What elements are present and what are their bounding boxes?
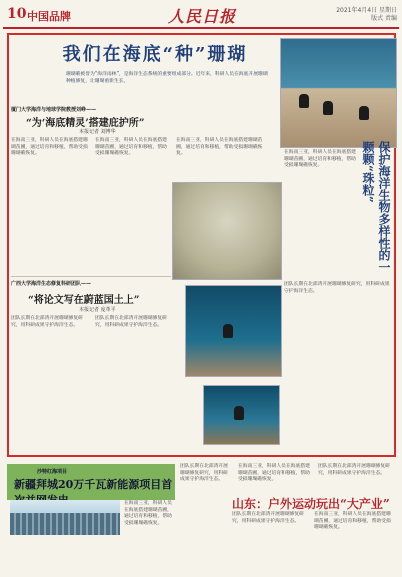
article-byline: 本报记者 庞革平	[79, 307, 116, 313]
bottom-small-headline: 沙特红海项目	[37, 469, 68, 475]
diver-icon	[234, 406, 244, 420]
article-column: 团队长期在北部湾开展珊瑚修复研究，用科研成果守护海洋生态。	[11, 316, 83, 328]
bottom-article-column: 在海南三亚，科研人员在海底搭建珊瑚苗圃，通过培育和移植，帮助受损珊瑚礁恢复。	[238, 464, 310, 482]
article-column: 在海南三亚，科研人员在海底搭建珊瑚苗圃，通过培育和移植，帮助受损珊瑚礁恢复。	[11, 138, 88, 156]
diver-icon	[223, 324, 233, 338]
bottom-article-column: 团队长期在北部湾开展珊瑚修复研究，用科研成果守护海洋生态。	[318, 464, 390, 476]
diver-icon	[299, 94, 309, 108]
underwater-photo-small	[203, 385, 280, 445]
bottom-big-headline: 新疆拜城20万千瓦新能源项目首	[14, 478, 173, 491]
article-kicker: 广西大学海洋生态修复科研团队——	[11, 281, 92, 287]
article-headline: “将论文写在蔚蓝国土上”	[28, 295, 140, 306]
bottom-article-column: 团队长期在北部湾开展珊瑚修复研究，用科研成果守护海洋生态。	[232, 512, 304, 524]
side-title: 保护海洋生物多样性的一颗颗“珠粒”	[361, 141, 391, 273]
article-column: 团队长期在北部湾开展珊瑚修复研究，用科研成果守护海洋生态。	[95, 316, 167, 328]
right-bottom-headline: 山东：户外运动玩出“大产业”	[232, 497, 390, 511]
masthead: 人民日报	[168, 7, 237, 26]
article-column: 在海南三亚，科研人员在海底搭建珊瑚苗圃，通过培育和移植，帮助受损珊瑚礁恢复。	[95, 138, 167, 156]
feature-lead: 珊瑚礁被誉为“海洋雨林”，是海洋生态系统的重要组成部分。近年来，科研人员在海底开展珊瑚种植修复，让珊瑚重新生长。	[66, 72, 268, 84]
bottom-banner	[7, 464, 175, 500]
bottom-article-column: 在海南三亚，科研人员在海底搭建珊瑚苗圃，通过培育和移植，帮助受损珊瑚礁恢复。	[314, 512, 391, 530]
article-column: 在海南三亚，科研人员在海底搭建珊瑚苗圃，通过培育和移植，帮助受损珊瑚礁恢复。	[284, 150, 356, 168]
bottom-article-column: 团队长期在北部湾开展珊瑚修复研究，用科研成果守护海洋生态。	[180, 464, 228, 482]
divider	[11, 276, 171, 277]
feature-title: 我们在海底“种”珊瑚	[62, 44, 248, 65]
article-kicker: 厦门大学海洋与地球学院教授刘峥——	[11, 107, 97, 113]
page-header	[3, 5, 399, 29]
coral-photo	[172, 182, 282, 280]
solar-farm-photo	[10, 500, 120, 535]
diver-icon	[323, 101, 333, 115]
article-column: 团队长期在北部湾开展珊瑚修复研究，用科研成果守护海洋生态。	[284, 282, 390, 294]
diver-icon	[359, 106, 369, 120]
bottom-article-column: 在海南三亚，科研人员在海底搭建珊瑚苗圃，通过培育和移植，帮助受损珊瑚礁恢复。	[124, 501, 172, 526]
article-column: 在海南三亚，科研人员在海底搭建珊瑚苗圃，通过培育和移植，帮助受损珊瑚礁恢复。	[176, 138, 263, 156]
underwater-photo-main	[280, 38, 397, 148]
diver-photo	[185, 285, 282, 377]
section-title: 中国品牌	[27, 10, 71, 23]
article-headline: “为‘海底精灵’搭建庇护所”	[26, 118, 145, 129]
page-number: 10	[7, 6, 27, 22]
article-byline: 本报记者 刘博华	[79, 129, 116, 135]
header-info: 2021年4月4日 星期日 版式 责编	[336, 7, 397, 22]
